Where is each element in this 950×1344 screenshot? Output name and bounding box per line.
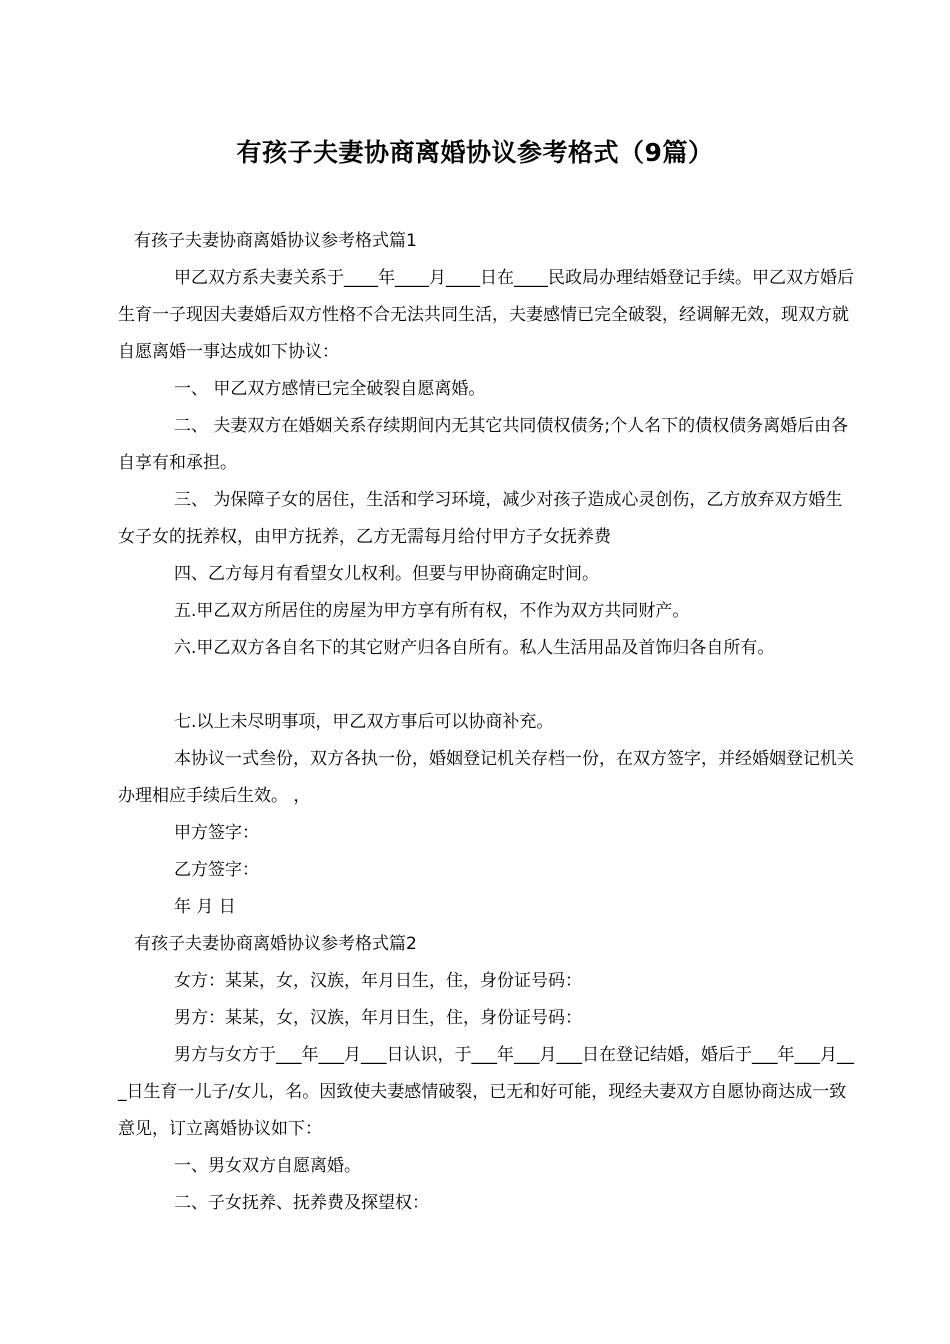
signature-line-party-a: 甲方签字：: [174, 823, 259, 843]
section-heading-2: 有孩子夫妻协商离婚协议参考格式篇2: [134, 934, 417, 954]
paragraph: 七.以上未尽明事项，甲乙双方事后可以协商补充。: [174, 712, 554, 732]
paragraph: 二、 夫妻双方在婚姻关系存续期间内无其它共同债权债务;个人名下的债权债务离婚后由各自享有和承担。: [118, 416, 849, 473]
paragraph: 三、 为保障子女的居住，生活和学习环境，减少对孩子造成心灵创伤，乙方放弃双方婚生女子女的抚养权，由甲方抚养，乙方无需每月给付甲方子女抚养费: [118, 490, 843, 547]
date-line: 年 月 日: [174, 897, 236, 917]
spacer: [118, 667, 854, 704]
paragraph: 四、乙方每月有看望女儿权利。但要与甲协商确定时间。: [174, 564, 599, 584]
paragraph: 女方：某某，女，汉族，年月日生，住，身份证号码：: [174, 971, 582, 991]
paragraph: 男方与女方于___年___月___日认识，于___年___月___日在登记结婚，婚后于___年___月___日生育一儿子/女儿，名。因致使夫妻感情破裂，已无和好可能，现经夫妻双方自愿协商达成一致意见，订立离婚协议如下：: [118, 1045, 854, 1139]
paragraph: 甲乙双方系夫妻关系于____年____月____日在____民政局办理结婚登记手续。甲乙双方婚后生育一子现因夫妻婚后双方性格不合无法共同生活，夫妻感情已完全破裂，经调解无效，现双方就自愿离婚一事达成如下协议：: [118, 268, 854, 362]
section-heading-1: 有孩子夫妻协商离婚协议参考格式篇1: [134, 231, 417, 251]
signature-line-party-b: 乙方签字：: [174, 860, 259, 880]
paragraph: 一、 甲乙双方感情已完全破裂自愿离婚。: [174, 379, 486, 399]
document-title: 有孩子夫妻协商离婚协议参考格式（9篇）: [236, 138, 714, 167]
paragraph: 一、男女双方自愿离婚。: [174, 1156, 361, 1176]
paragraph: 五.甲乙双方所居住的房屋为甲方享有所有权，不作为双方共同财产。: [174, 601, 690, 621]
paragraph: 六.甲乙双方各自名下的其它财产归各自所有。私人生活用品及首饰归各自所有。: [174, 638, 775, 658]
paragraph: 男方：某某，女，汉族，年月日生，住，身份证号码：: [174, 1008, 582, 1028]
paragraph: 二、子女抚养、抚养费及探望权：: [174, 1193, 429, 1213]
paragraph: 本协议一式叁份，双方各执一份，婚姻登记机关存档一份，在双方签字，并经婚姻登记机关办理相应手续后生效。 ，: [118, 749, 854, 806]
document-body: [118, 223, 854, 1222]
